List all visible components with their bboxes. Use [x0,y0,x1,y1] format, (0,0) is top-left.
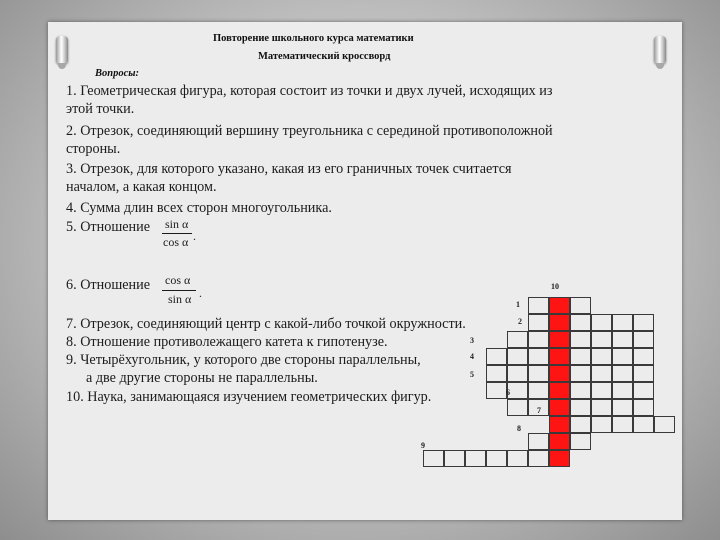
crossword-cell[interactable] [570,365,591,382]
crossword-cell[interactable] [507,331,528,348]
crossword-cell[interactable] [612,416,633,433]
crossword-cell[interactable] [570,297,591,314]
pushpin-icon [56,36,68,64]
question-2-line2: стороны. [66,141,121,157]
crossword-cell[interactable] [591,416,612,433]
crossword-cell[interactable] [612,314,633,331]
question-1-line1: 1. Геометрическая фигура, которая состоит из точки и двух лучей, исходящих из [66,83,553,99]
crossword-cell-highlighted[interactable] [549,314,570,331]
crossword-cell[interactable] [507,348,528,365]
crossword-cell-highlighted[interactable] [549,348,570,365]
crossword-number-2: 2 [518,317,522,326]
question-1-line2: этой точки. [66,101,135,117]
crossword-cell-highlighted[interactable] [549,399,570,416]
question-3-line1: 3. Отрезок, для которого указано, какая из его граничных точек считается [66,161,512,177]
crossword-cell-highlighted[interactable] [549,297,570,314]
fraction-6-denominator: sin α [168,292,192,306]
question-9-line1: 9. Четырёхугольник, у которого две стороны параллельны, [66,352,421,368]
crossword-cell[interactable] [528,382,549,399]
crossword-cell[interactable] [486,382,507,399]
crossword-cell[interactable] [633,399,654,416]
page-subtitle: Математический кроссворд [258,51,391,62]
fraction-5-period: . [193,229,196,243]
crossword-cell[interactable] [507,399,528,416]
question-7: 7. Отрезок, соединяющий центр с какой-либо точкой окружности. [66,316,466,332]
question-4: 4. Сумма длин всех сторон многоугольника. [66,200,332,216]
crossword-cell[interactable] [591,365,612,382]
crossword-cell[interactable] [444,450,465,467]
crossword-number-3: 3 [470,336,474,345]
questions-heading: Вопросы: [95,68,140,79]
crossword-cell[interactable] [528,365,549,382]
crossword-cell[interactable] [633,416,654,433]
crossword-cell[interactable] [591,314,612,331]
crossword-cell-highlighted[interactable] [549,416,570,433]
crossword-cell[interactable] [612,382,633,399]
crossword-cell[interactable] [423,450,444,467]
crossword-cell-highlighted[interactable] [549,331,570,348]
crossword-cell[interactable] [612,348,633,365]
crossword-cell[interactable] [570,433,591,450]
crossword-cell-highlighted[interactable] [549,433,570,450]
crossword-cell[interactable] [570,416,591,433]
crossword-cell-highlighted[interactable] [549,382,570,399]
crossword-cell[interactable] [612,399,633,416]
crossword-cell[interactable] [612,331,633,348]
crossword-cell[interactable] [633,348,654,365]
crossword-cell[interactable] [654,416,675,433]
crossword-cell[interactable] [570,399,591,416]
crossword-cell[interactable] [486,365,507,382]
crossword-number-1: 1 [516,300,520,309]
crossword-cell[interactable] [528,450,549,467]
fraction-6-numerator: cos α [165,273,191,287]
crossword-cell[interactable] [570,348,591,365]
crossword-cell[interactable] [507,382,528,399]
crossword-cell[interactable] [633,331,654,348]
crossword-cell[interactable] [612,365,633,382]
crossword-cell[interactable] [633,365,654,382]
question-2-line1: 2. Отрезок, соединяющий вершину треугольника с серединой противоположной [66,123,553,139]
crossword-number-7: 7 [537,406,541,415]
crossword-cell[interactable] [570,331,591,348]
crossword-cell[interactable] [528,297,549,314]
pushpin-icon [654,36,666,64]
crossword-cell[interactable] [528,433,549,450]
crossword-number-5: 5 [470,370,474,379]
crossword-cell[interactable] [486,450,507,467]
fraction-6-period: . [199,286,202,300]
crossword-cell-highlighted[interactable] [549,365,570,382]
fraction-6-bar [162,290,196,291]
crossword-number-9: 9 [421,441,425,450]
question-10: 10. Наука, занимающаяся изучением геометрических фигур. [66,389,432,405]
question-9-line2: а две другие стороны не параллельны. [86,370,318,386]
crossword-cell[interactable] [528,348,549,365]
crossword-cell[interactable] [591,348,612,365]
crossword-cell[interactable] [507,365,528,382]
fraction-5-bar [162,233,192,234]
crossword-number-4: 4 [470,352,474,361]
crossword-cell[interactable] [633,314,654,331]
crossword-number-10: 10 [551,282,559,291]
crossword-cell[interactable] [591,382,612,399]
fraction-5-numerator: sin α [165,217,189,231]
crossword-cell-highlighted[interactable] [549,450,570,467]
crossword-cell[interactable] [528,314,549,331]
crossword-cell[interactable] [591,331,612,348]
fraction-5-denominator: cos α [163,235,189,249]
question-8: 8. Отношение противолежащего катета к гипотенузе. [66,334,388,350]
crossword-number-6: 6 [506,388,510,397]
crossword-cell[interactable] [465,450,486,467]
crossword-number-8: 8 [517,424,521,433]
crossword-cell[interactable] [507,450,528,467]
crossword-cell[interactable] [591,399,612,416]
crossword-cell[interactable] [570,314,591,331]
crossword-cell[interactable] [486,348,507,365]
question-3-line2: началом, а какая концом. [66,179,217,195]
question-6: 6. Отношение [66,277,151,293]
crossword-cell[interactable] [528,331,549,348]
page-title: Повторение школьного курса математики [213,33,414,44]
crossword-cell[interactable] [633,382,654,399]
question-5: 5. Отношение [66,219,151,235]
crossword-cell[interactable] [570,382,591,399]
